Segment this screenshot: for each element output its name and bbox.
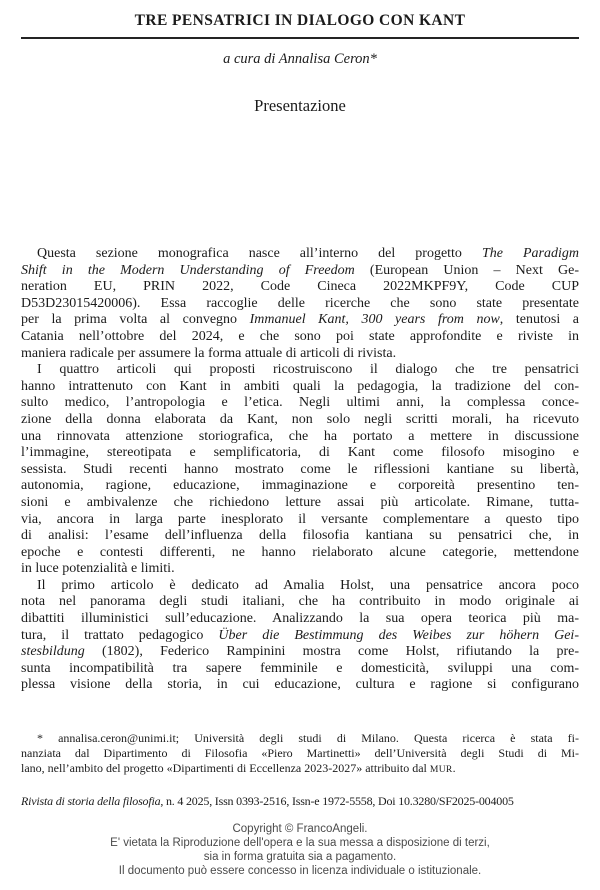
text-segment: Il primo articolo è dedicato ad Amalia Holst, una pensatrice ancora poco [37, 577, 579, 593]
text-line [21, 412, 579, 429]
italic-segment: Rivista di storia della filosofia [21, 794, 161, 808]
text-line [21, 512, 579, 529]
copyright-block [0, 822, 600, 878]
text-line [21, 312, 579, 329]
text-segment: in luce potenzialità e limiti. [21, 561, 175, 577]
text-segment: neration EU, PRIN 2022, Code Cineca 2022MKPF9Y, Code CUP [21, 279, 579, 295]
text-segment: I quattro articoli qui proposti ricostruiscono il dialogo che tre pensatrici [37, 362, 579, 378]
text-segment: sessista. Studi recenti hanno mostrato come le riflessioni kantiane su libertà, [21, 461, 579, 477]
text-segment: hanno intrattenuto con Kant in ambiti quali la pedagogia, la tradizione del con- [21, 378, 579, 394]
text-segment: * annalisa.ceron@unimi.it; Università degli studi di Milano. Questa ricerca è stata fi- [37, 731, 579, 745]
text-segment: per la prima volta al convegno [21, 312, 250, 328]
body-paragraph [21, 578, 579, 694]
text-line [21, 561, 579, 578]
text-segment: sulto medico, l’antropologia e l’etica. Negli ultimi anni, la complessa conce- [21, 395, 579, 411]
italic-segment: stesbildung [21, 644, 85, 660]
text-line [21, 628, 579, 645]
title-rule [21, 37, 579, 39]
text-segment: nanziata dal Dipartimento di Filosofia «Piero Martinetti» dell’Università degli Studi di Mi- [21, 746, 579, 760]
text-segment: Questa sezione monografica nasce all’interno del progetto [37, 246, 482, 261]
text-segment: dibattiti illuministici sull’educazione. Analizzando la sua opera teorica più ma- [21, 611, 579, 627]
text-segment: nota nel panorama degli studi italiani, che ha contribuito in modo originale ai [21, 594, 579, 610]
italic-segment: Shift in the Modern Understanding of Freedom [21, 262, 355, 278]
curator-line: a cura di Annalisa Ceron* [223, 51, 377, 67]
italic-segment: Immanuel Kant, 300 years from now [249, 312, 500, 328]
text-line [21, 478, 579, 495]
text-line [21, 395, 579, 412]
text-line [21, 379, 579, 396]
text-segment: lano, nell’ambito del progetto «Dipartimenti di Eccellenza 2023-2027» attribuito dal [21, 761, 430, 775]
text-segment: epoche e contesti differenti, ne hanno rielaborato alcune categorie, mettendone [21, 544, 579, 560]
text-line [21, 279, 579, 296]
journal-line [21, 794, 579, 809]
text-line [21, 445, 579, 462]
text-segment: zione della donna elaborata da Kant, non solo negli scritti morali, ha ricevuto [21, 411, 579, 427]
italic-segment: Über die Bestimmung des Weibes zur höhern Gei- [218, 627, 579, 643]
text-line [21, 246, 579, 263]
page-title: TRE PENSATRICI IN DIALOGO CON KANT [134, 12, 466, 29]
copyright-line: Il documento può essere concesso in licenza individuale o istituzionale. [118, 865, 482, 877]
text-line [21, 644, 579, 661]
text-segment: sioni e ambivalenze che richiedono letture assai più articolate. Rimane, tutta- [21, 494, 579, 510]
text-line [21, 346, 579, 363]
small-caps-segment: MUR [429, 764, 453, 775]
text-line [21, 462, 579, 479]
body-paragraph [21, 362, 579, 578]
text-segment: una rinnovata attenzione storiografica, che ha portato a mettere in discussione [21, 428, 579, 444]
text-line [21, 661, 579, 678]
text-segment: , n. 4 2025, Issn 0393-2516, Issn-e 1972-5558, Doi 10.3280/SF2025-004005 [160, 794, 514, 808]
text-line [21, 362, 579, 379]
text-line [21, 329, 579, 346]
text-segment: via, ancora in larga parte inesplorato il versante complementare a questo tipo [21, 511, 579, 527]
text-line [21, 263, 579, 280]
footnote [21, 731, 579, 777]
text-segment: sunta incompatibilità tra sapere femminile e domesticità, sviluppi una com- [21, 660, 579, 676]
copyright-line: Copyright © FrancoAngeli. [232, 823, 368, 835]
italic-segment: The Paradigm [481, 246, 579, 261]
text-line [21, 578, 579, 595]
copyright-line: sia in forma gratuita sia a pagamento. [203, 851, 397, 863]
text-segment: , tenutosi a [499, 312, 579, 328]
text-segment: . [452, 761, 456, 775]
text-segment: D53D23015420006). Essa raccoglie delle ricerche che sono state presentate [21, 295, 579, 311]
body-text [21, 246, 579, 694]
text-line [21, 296, 579, 313]
text-segment: maniera radicale per assumere la forma attuale di articoli di rivista. [21, 345, 397, 361]
text-line [21, 545, 579, 562]
body-paragraph [21, 246, 579, 362]
text-line [21, 731, 579, 746]
text-line [21, 611, 579, 628]
text-segment: (European Union – Next Ge- [354, 262, 579, 278]
text-segment: tura, il trattato pedagogico [21, 627, 219, 643]
section-heading: Presentazione [254, 96, 346, 115]
text-segment: (1802), Federico Rampinini mostra come Holst, rifiutando la pre- [84, 644, 579, 660]
text-line [21, 677, 579, 694]
text-segment: l’immagine, stereotipata e semplificatoria, di Kant come filosofo misogino e [21, 445, 579, 461]
copyright-line: E' vietata la Riproduzione dell'opera e la sua messa a disposizione di terzi, [110, 837, 490, 849]
text-line [21, 429, 579, 446]
text-segment: Catania nell’ottobre del 2024, e che sono poi state approfondite e riviste in [21, 328, 579, 344]
text-segment: autonomia, ragione, educazione, immaginazione e corporeità presentino ten- [21, 478, 579, 494]
text-segment: di analisi: l’esame dell’influenza della filosofia kantiana su pensatrici che, in [21, 528, 579, 544]
text-line [21, 495, 579, 512]
text-segment: plessa visione della storia, in cui educazione, cultura e ragione si configurano [21, 677, 579, 693]
text-line [21, 594, 579, 611]
text-line [21, 746, 579, 761]
footnote-paragraph [21, 731, 579, 777]
text-line [21, 528, 579, 545]
text-line [21, 761, 579, 777]
